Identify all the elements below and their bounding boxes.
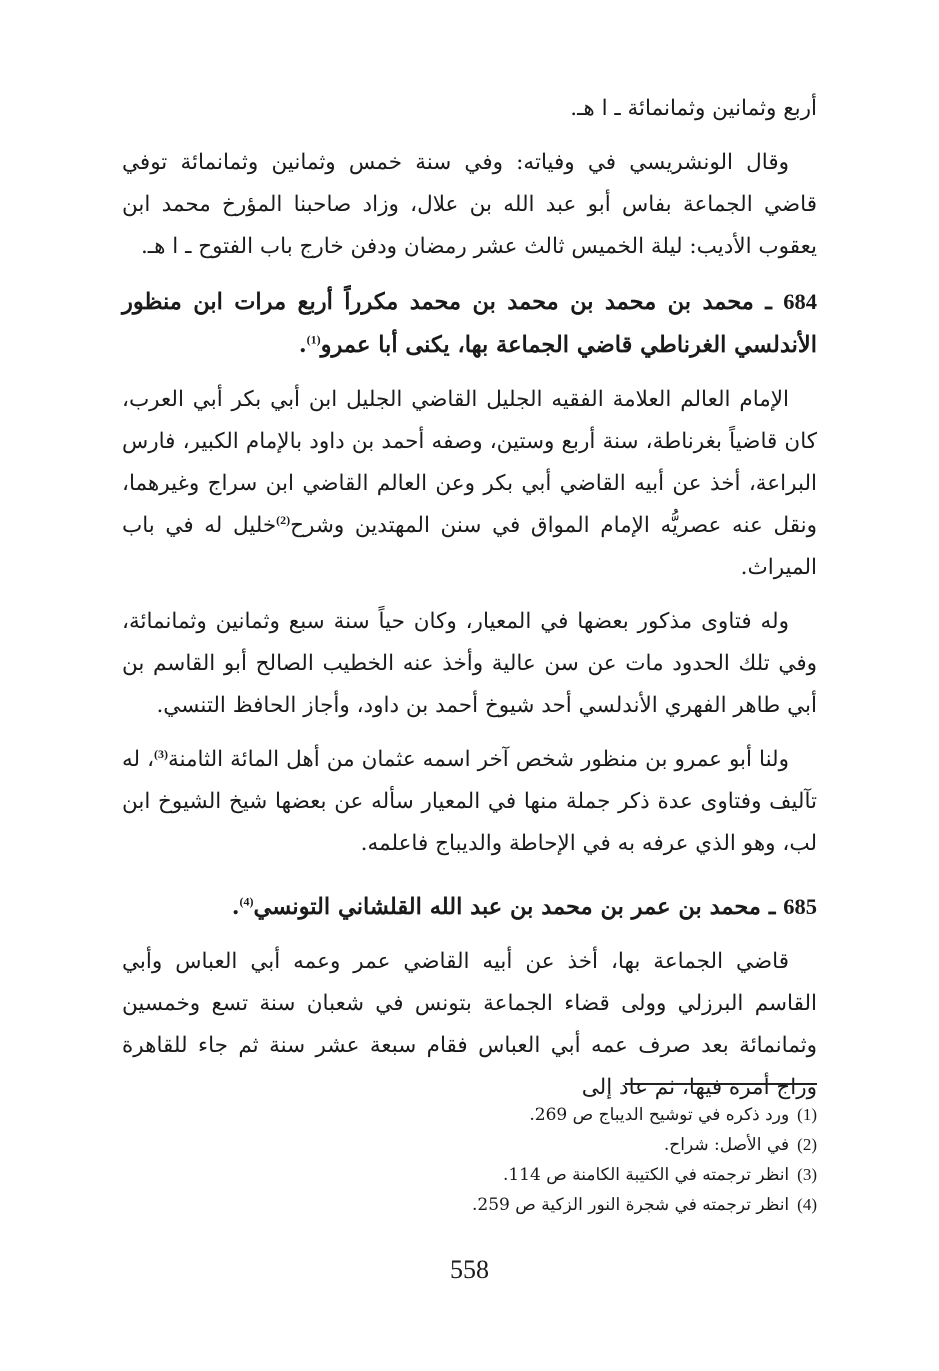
paragraph-text: الإمام العالم العلامة الفقيه الجليل القاضي الجليل ابن أبي بكر أبي العرب، كان قاضياً بغرناطة، سنة أربع وستين، وصفه أحمد بن داود بالإمام الكبير، فارس البراعة، أخذ عن أبيه القاضي أبي بكر وعن العالم القاضي ابن سراج وغيرهما، ونقل عنه عصريُّه الإمام المواق في سنن المهتدين وشرح — [122, 387, 817, 538]
footnote-text: انظر ترجمته في شجرة النور الزكية ص 259. — [472, 1195, 790, 1215]
footnote-3 — [122, 1160, 817, 1190]
entry-dash: ـ — [760, 894, 784, 920]
footnote-2 — [122, 1130, 817, 1160]
paragraph-text: خليل له في باب الميراث. — [122, 513, 817, 580]
footnote-text: ورد ذكره في توشيح الديباج ص 269. — [529, 1105, 790, 1125]
entry-number: 684 — [783, 289, 817, 314]
entry-end: . — [231, 894, 240, 920]
entry-dash: ـ — [753, 289, 784, 315]
footnote-marker: (1) — [797, 1105, 817, 1124]
footnote-1 — [122, 1100, 817, 1130]
paragraph-wansharisi: وقال الونشريسي في وفياته: وفي سنة خمس وثمانين وثمانمائة توفي قاضي الجماعة بفاس أبو عبد الله بن علال، وزاد صاحبنا المؤرخ محمد ابن يعقوب الأديب: ليلة الخميس ثالث عشر رمضان ودفن خارج باب الفتوح ـ ا هـ. — [122, 150, 817, 259]
page-body — [122, 88, 817, 1109]
footnote-4 — [122, 1190, 817, 1220]
footnotes — [122, 1100, 817, 1220]
paragraph-684-bio — [122, 379, 817, 589]
entry-title: محمد بن محمد بن محمد بن محمد مكرراً أربع مرات ابن منظور الأندلسي الغرناطي قاضي الجماعة بها، يكنى أبا عمرو — [122, 289, 817, 358]
footnote-ref: (4) — [239, 894, 254, 909]
entry-heading-684 — [122, 280, 817, 367]
paragraph-text: ، له تآليف وفتاوى عدة ذكر جملة منها في المعيار سأله عن بعضها شيخ الشيوخ ابن لب، وهو الذي عرفه به في الإحاطة والديباج فاعلمه. — [122, 747, 817, 856]
paragraph-continuation: أربع وثمانين وثمانمائة ـ ا هـ. — [570, 96, 817, 121]
page-number: 558 — [450, 1255, 489, 1284]
footnote-text: في الأصل: شراح. — [663, 1135, 790, 1155]
footnote-ref: (3) — [154, 746, 169, 761]
footnote-divider — [625, 1083, 817, 1085]
paragraph-text: ولنا أبو عمرو بن منظور شخص آخر اسمه عثمان من أهل المائة الثامنة — [168, 747, 789, 772]
paragraph-684-other — [122, 739, 817, 865]
entry-number: 685 — [783, 894, 817, 919]
footnote-marker: (3) — [797, 1165, 817, 1184]
footnote-marker: (2) — [797, 1135, 817, 1154]
footnote-marker: (4) — [797, 1195, 817, 1214]
footnote-ref: (2) — [276, 512, 291, 527]
entry-end: . — [298, 332, 307, 358]
paragraph-684-fatawa: وله فتاوى مذكور بعضها في المعيار، وكان حياً سنة سبع وثمانين وثمانمائة، وفي تلك الحدود مات عن سن عالية وأخذ عنه الخطيب الصالح أبو القاسم بن أبي طاهر الفهري الأندلسي أحد شيوخ أحمد بن داود، وأجاز الحافظ التنسي. — [122, 609, 817, 718]
paragraph-685-bio: قاضي الجماعة بها، أخذ عن أبيه القاضي عمر وعمه أبي العباس وأبي القاسم البرزلي وولى قضاء الجماعة بتونس في شعبان سنة تسع وخمسين وثمانمائة بعد صرف عمه أبي العباس فقام سبعة عشر سنة ثم جاء للقاهرة وراج أمره فيها، ثم عاد إلى — [122, 949, 817, 1100]
footnote-ref: (1) — [306, 332, 321, 347]
entry-heading-685 — [122, 885, 817, 929]
footnote-text: انظر ترجمته في الكتيبة الكامنة ص 114. — [502, 1165, 790, 1185]
entry-title: محمد بن عمر بن محمد بن عبد الله القلشاني التونسي — [253, 894, 761, 920]
